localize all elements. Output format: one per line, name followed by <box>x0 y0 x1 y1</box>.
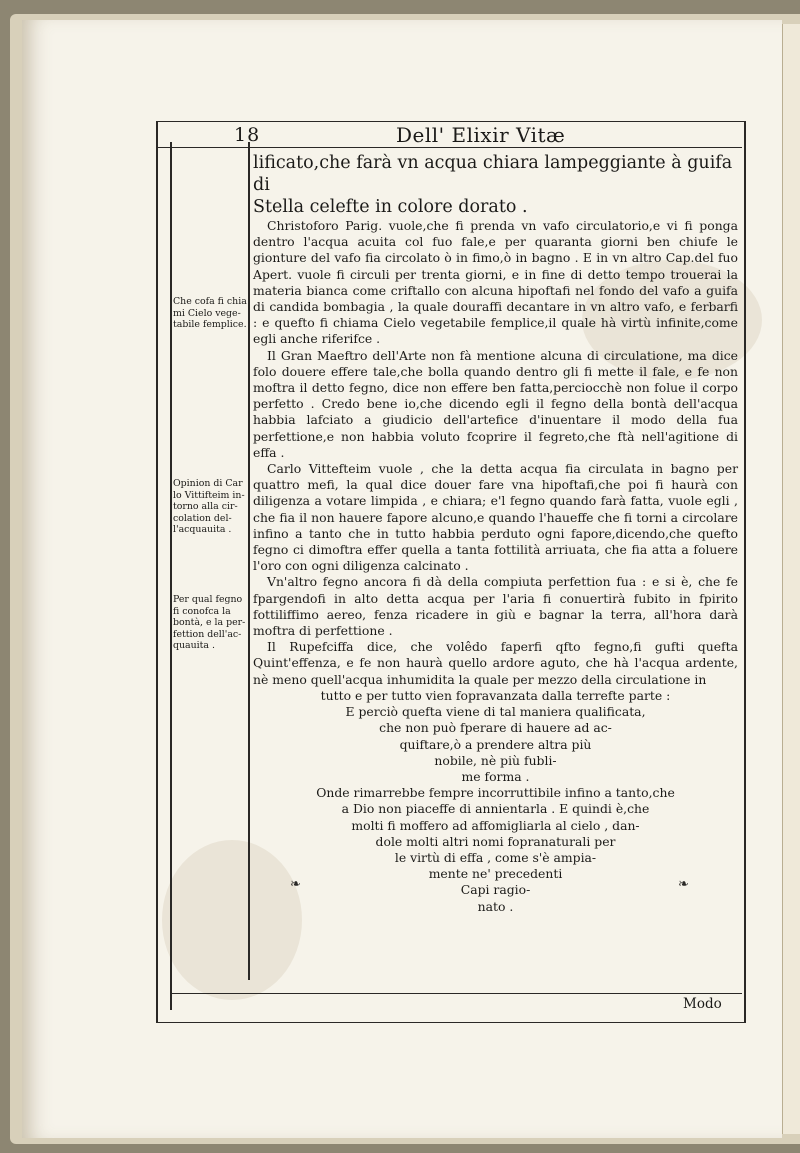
funnel-line: le virtù di effa , come s'è ampia- <box>394 849 597 865</box>
funnel-line: Onde rimarrebbe fempre incorruttibile infino a tanto,che <box>316 785 675 801</box>
marginal-note-cielo-vegetabile: Che cofa fi chia mi Cielo vege- tabile femplice. <box>173 296 247 331</box>
fleuron-ornament-right: ❧ <box>678 877 689 892</box>
paragraph-christoforo: Christoforo Parig. vuole,che fi prenda vn vafo circulatorio,e vi fi ponga dentro l'acqua acuita col fuo fale,e per quaranta giorni ben chiufe le gionture del vafo fia circolato ò in fimo,ò in bagno . E in vn altro Cap.del fuo Apert. vuole fi circuli per trenta giorni, e in fine di detto tempo trouerai la materia bianca come criftallo con alcuna hipoftafi nel fondo del vafo a guifa di candida bombagia , la quale douraffi decantare in vn altro vafo, e ferbarfi : e quefto fi chiama Cielo vegetabile femplice,il quale hà virtù infinite,come egli anche riferifce . <box>253 218 738 347</box>
funnel-line: molti fi moffero ad affomigliarla al cielo , dan- <box>351 817 640 833</box>
marginal-note-segno-bonta: Per qual fegno fi conofca la bontà, e la per- fettion dell'ac- quauita . <box>173 594 246 652</box>
next-page-edge <box>782 24 800 1134</box>
marginal-note-vittifteim: Opinion di Car lo Vittifteim in- torno alla cir- colation del- l'acquauita . <box>173 478 245 536</box>
catchword: Modo <box>683 996 722 1012</box>
funnel-line: nobile, nè più fubli- <box>434 752 557 768</box>
lead-line: lificato,che farà vn acqua chiara lampeggiante à guifa di <box>253 153 733 195</box>
paragraph-gran-maestro: Il Gran Maeftro dell'Arte non fà mentione alcuna di circulatione, ma dice folo douere effere tale,che bolla quando dentro gli fi mette il fale, e fe non moftra il detto fegno, dice non effere ben fatta,perciocchè non folue il corpo perfetto . Credo bene io,che dicendo egli il fegno della bontà dell'acqua habbia lafciato a giudicio dell'artefice d'inuentare il modo della fua perfettione,e non habbia voluto fcoprire il fegreto,che ftà nell'agitione di effa . <box>253 347 738 460</box>
bottom-rule <box>170 993 742 994</box>
page-header <box>156 121 742 148</box>
funnel-line: che non può fperare di hauere ad ac- <box>379 720 612 736</box>
fleuron-ornament-left: ❧ <box>290 877 301 892</box>
funnel-line: quiftare,ò a prendere altra più <box>399 736 592 752</box>
text-column-rule <box>248 142 250 980</box>
paragraph-rupescissa: Il Rupefciffa dice, che volêdo faperfi qfto fegno,fi gufti quefta Quint'effenza, e fe non haurà quello ardore aguto, che hà l'acqua ardente, nè meno quell'acqua inhumidita la quale per mezzo della circulatione in <box>253 639 738 687</box>
page-number: 18 <box>234 124 261 146</box>
funnel-line: mente ne' precedenti <box>428 866 563 882</box>
funnel-line: nato . <box>477 898 514 914</box>
paragraph-vittefteim: Carlo Vittefteim vuole , che la detta acqua fia circulata in bagno per quattro mefi, la qual dice douer fare vna hipoftafi,che poi fi haurà con diligenza a votare limpida , e chiara; e'l fegno quando farà fatta, vuole egli , che fia il non hauere fapore alcuno,e quando l'haueffe che fi torni a circolare infino a tanto che in tutto habbia perduto ogni fapore,dicendo,che quefto fegno ci dimoftra effer quella a tanta fottilità arriuata, che fia atta a foluere l'oro con ogni diligenza calcinato . <box>253 461 738 574</box>
margin-rule <box>170 142 172 1010</box>
paragraph-altro-segno: Vn'altro fegno ancora fi dà della compiuta perfettion fua : e si è, che fe fpargendofi in alto detta acqua per l'aria fi conuertirà fubito in fpirito fottiliffimo aereo, fenza ricadere in giù e bagnar la terra, all'hora darà moftra di perfettione . <box>253 574 738 639</box>
funnel-text <box>253 688 738 915</box>
running-title: Dell' Elixir Vitæ <box>396 123 566 147</box>
funnel-line: Capi ragio- <box>460 882 531 898</box>
funnel-line: tutto e per tutto vien fopravanzata dalla terrefte parte : <box>320 687 671 703</box>
funnel-line: me forma . <box>461 768 530 784</box>
main-text <box>253 152 738 915</box>
funnel-line: E perciò quefta viene di tal maniera qualificata, <box>345 704 646 720</box>
lead-line: Stella celefte in colore dorato . <box>253 197 528 217</box>
funnel-line: a Dio non piaceffe di annientarla . E quindi è,che <box>341 801 650 817</box>
funnel-line: dole molti altri nomi fopranaturali per <box>375 833 616 849</box>
